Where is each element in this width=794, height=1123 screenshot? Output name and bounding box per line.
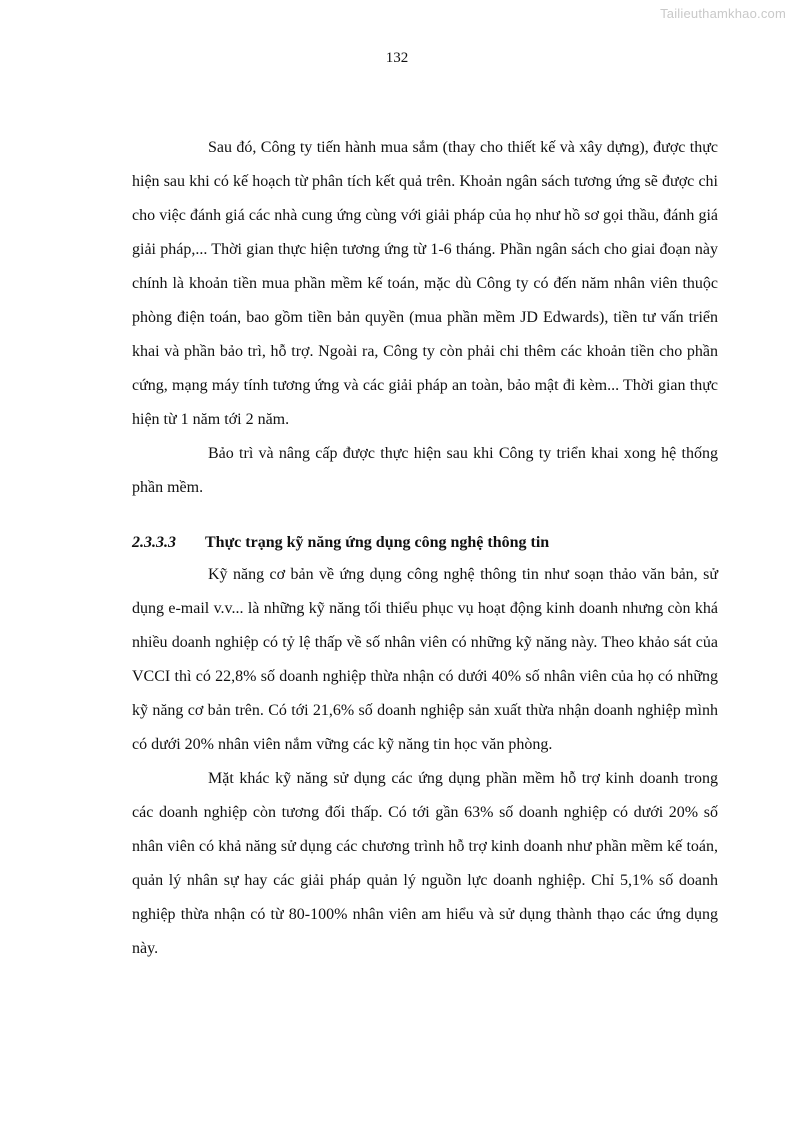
paragraph-software-skills: Mặt khác kỹ năng sử dụng các ứng dụng phần mềm hỗ trợ kinh doanh trong các doanh nghiệp còn tương đối thấp. Có tới gần 63% số doanh nghiệp có dưới 20% số nhân viên có khả năng sử dụng các chương trình hỗ trợ kinh doanh như phần mềm kế toán, quản lý nhân sự hay các giải pháp quản lý nguồn lực doanh nghiệp. Chỉ 5,1% số doanh nghiệp thừa nhận có từ 80-100% nhân viên am hiểu và sử dụng thành thạo các ứng dụng này. [132,770,718,957]
section-heading [132,526,718,560]
paragraph-procurement: Sau đó, Công ty tiến hành mua sắm (thay cho thiết kế và xây dựng), được thực hiện sau khi có kế hoạch từ phân tích kết quả trên. Khoản ngân sách tương ứng sẽ được chi cho việc đánh giá các nhà cung ứng cùng với giải pháp của họ như hồ sơ gọi thầu, đánh giá giải pháp,... Thời gian thực hiện tương ứng từ 1-6 tháng. Phần ngân sách cho giai đoạn này chính là khoản tiền mua phần mềm kế toán, mặc dù Công ty có đến năm nhân viên thuộc phòng điện toán, bao gồm tiền bản quyền (mua phần mềm JD Edwards), tiền tư vấn triển khai và phần bảo trì, hỗ trợ. Ngoài ra, Công ty còn phải chi thêm các khoản tiền cho phần cứng, mạng máy tính tương ứng và các giải pháp an toàn, bảo mật đi kèm... Thời gian thực hiện từ 1 năm tới 2 năm. [132,139,718,428]
paragraph-basic-skills: Kỹ năng cơ bản về ứng dụng công nghệ thông tin như soạn thảo văn bản, sử dụng e-mail v.v... là những kỹ năng tối thiểu phục vụ hoạt động kinh doanh nhưng còn khá nhiều doanh nghiệp có tỷ lệ thấp về số nhân viên có những kỹ năng này. Theo khảo sát của VCCI thì có 22,8% số doanh nghiệp thừa nhận có dưới 40% số nhân viên của họ có những kỹ năng cơ bản trên. Có tới 21,6% số doanh nghiệp sản xuất thừa nhận doanh nghiệp mình có dưới 20% nhân viên nắm vững các kỹ năng tin học văn phòng. [132,566,718,753]
section-title: Thực trạng kỹ năng ứng dụng công nghệ thông tin [205,534,550,551]
watermark: Tailieuthamkhao.com [660,6,786,21]
paragraph-maintenance: Bảo trì và nâng cấp được thực hiện sau khi Công ty triển khai xong hệ thống phần mềm. [132,445,718,496]
section-number: 2.3.3.3 [132,534,176,551]
document-body [132,131,718,966]
page-number: 132 [385,50,409,66]
